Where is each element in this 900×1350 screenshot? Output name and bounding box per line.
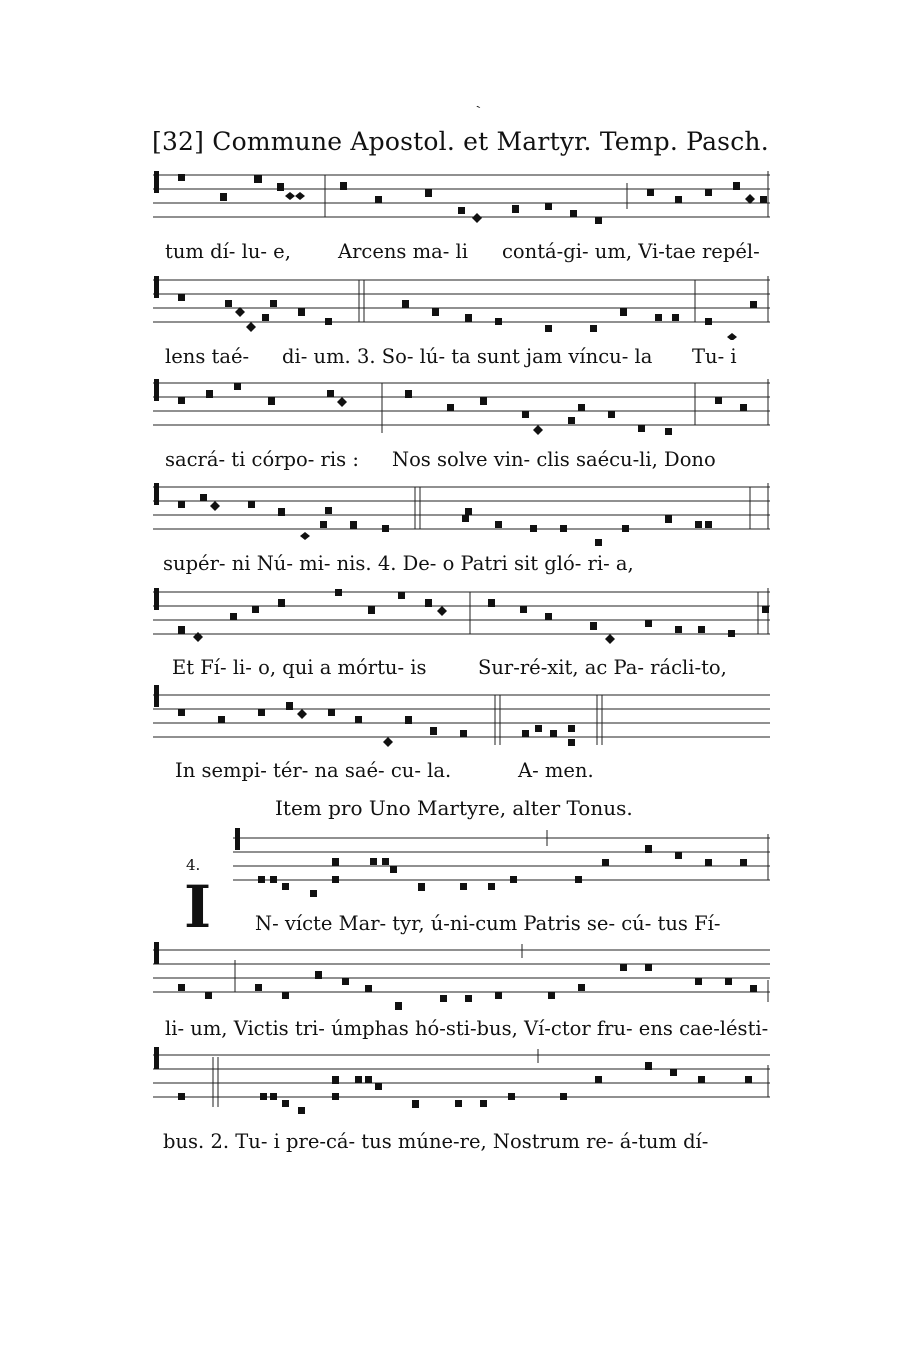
lyric-line: A- men. <box>518 759 594 782</box>
lyric-line: contá-gi- um, Vi-tae repél- <box>502 240 760 263</box>
staff-1 <box>150 165 775 235</box>
stray-mark: ` <box>474 103 489 121</box>
staff-2 <box>150 270 775 340</box>
lyric-line: sacrá- ti córpo- ris : <box>165 448 359 471</box>
lyric-line: Et Fí- li- o, qui a mórtu- is <box>172 656 427 679</box>
lyric-line: li- um, Victis tri- úmphas hó-sti-bus, Ví-ctor fru- ens cae-lésti- <box>165 1017 769 1040</box>
staff-3 <box>150 373 775 443</box>
page-heading: [32] Commune Apostol. et Martyr. Temp. Pasch. <box>152 127 769 156</box>
mode-number: 4. <box>186 856 201 874</box>
staff-8 <box>150 940 775 1020</box>
lyric-line: bus. 2. Tu- i pre-cá- tus múne-re, Nostrum re- á-tum dí- <box>163 1130 709 1153</box>
lyric-line: Tu- i <box>692 345 737 368</box>
initial-letter: I <box>184 873 212 941</box>
staff-9 <box>150 1045 775 1125</box>
lyric-line: Arcens ma- li <box>338 240 469 263</box>
lyric-line: Nos solve vin- clis saécu-li, Dono <box>392 448 716 471</box>
lyric-line: tum dí- lu- e, <box>165 240 291 263</box>
lyric-line: supér- ni Nú- mi- nis. 4. De- o Patri sit gló- ri- a, <box>163 552 634 575</box>
lyric-line: di- um. 3. So- lú- ta sunt jam víncu- la <box>282 345 653 368</box>
staff-5 <box>150 582 775 652</box>
staff-4 <box>150 477 775 547</box>
section-title: Item pro Uno Martyre, alter Tonus. <box>275 796 633 820</box>
staff-6 <box>150 685 775 755</box>
lyric-line: Sur-ré-xit, ac Pa- rácli-to, <box>478 656 727 679</box>
lyric-line: N- vícte Mar- tyr, ú-ni-cum Patris se- cú- tus Fí- <box>255 912 721 935</box>
staff-7 <box>230 828 775 908</box>
lyric-line: lens taé- <box>165 345 250 368</box>
lyric-line: In sempi- tér- na saé- cu- la. <box>175 759 452 782</box>
